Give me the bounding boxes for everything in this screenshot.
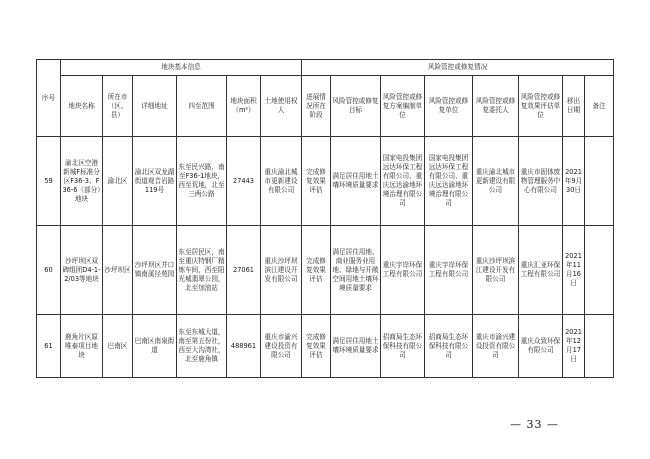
cell-boundaries: 东至民兴路，南至F36-1地块，西至荒地，北至三两公路: [177, 137, 227, 226]
header-target: 风险管控或修复目标: [331, 76, 381, 137]
cell-boundaries: 东至居民区，南至重庆特钢厂精炼车间，西至阳光城翡翠公园，北至加油站: [177, 226, 227, 315]
header-evaluation-unit: 风险管控或修复效果评估单位: [519, 76, 563, 137]
cell-seq: 60: [37, 226, 61, 315]
cell-land-owner: 重庆市渝兴建设投资有限公司: [261, 315, 302, 378]
cell-plan-unit: 招商局生态环保科技有限公司: [381, 315, 425, 378]
header-site-name: 地块名称: [61, 76, 103, 137]
cell-land-owner: 重庆渝北城市更新建设有限公司: [261, 137, 302, 226]
cell-district: 巴南区: [103, 315, 133, 378]
cell-plan-unit: 重庆宇岸环保工程有限公司: [381, 226, 425, 315]
cell-remarks: [585, 315, 614, 378]
header-seq: 序号: [37, 60, 61, 137]
cell-remediation-unit: 招商局生态环保科技有限公司: [425, 315, 473, 378]
cell-district: 沙坪坝区: [103, 226, 133, 315]
cell-district: 渝北区: [103, 137, 133, 226]
cell-removal-date: 2021年12月17日: [563, 315, 585, 378]
cell-seq: 61: [37, 315, 61, 378]
cell-progress-stage: 完成修复效果评估: [302, 226, 331, 315]
cell-area: 27061: [227, 226, 261, 315]
header-group-risk: 风险管控或修复情况: [302, 60, 614, 76]
header-remarks: 备注: [585, 76, 614, 137]
cell-remediation-unit: 国家电投集团远达环保工程有限公司、重庆远达渝地环境治理有限公司: [425, 137, 473, 226]
cell-site-name: 沙坪坝区双碑组团D4-1-2/03等地块: [61, 226, 103, 315]
cell-target: 满足居住用地土壤环境质量要求: [331, 137, 381, 226]
cell-progress-stage: 完成修复效果评估: [302, 137, 331, 226]
cell-evaluation-unit: 重庆汇亚环保工程有限公司: [519, 226, 563, 315]
cell-target: 满足居住用地土壤环境质量要求: [331, 315, 381, 378]
header-address: 详细地址: [133, 76, 177, 137]
cell-seq: 59: [37, 137, 61, 226]
cell-removal-date: 2021年9月30日: [563, 137, 585, 226]
cell-site-name: 渝北区空港新城F标准分区F36-3、F36-6（部分）地块: [61, 137, 103, 226]
header-group-basic: 地块基本信息: [61, 60, 302, 76]
header-remediation-unit: 风险管控或修复单位: [425, 76, 473, 137]
header-land-owner: 土地使用权人: [261, 76, 302, 137]
cell-plan-unit: 国家电投集团远达环保工程有限公司、重庆远达渝地环境治理有限公司: [381, 137, 425, 226]
site-table: [36, 59, 614, 378]
table-row: [37, 315, 614, 378]
cell-target: 满足居住用地、商业服务业用地、绿地与开敞空间用地土壤环境质量要求: [331, 226, 381, 315]
header-plan-unit: 风险管控或修复方案编制单位: [381, 76, 425, 137]
cell-client: 重庆沙坪坝滨江建设开发有限公司: [473, 226, 519, 315]
header-district: 所在市（区、县）: [103, 76, 133, 137]
table-row: [37, 137, 614, 226]
cell-area: 27443: [227, 137, 261, 226]
header-area: 地块面积（m²）: [227, 76, 261, 137]
cell-progress-stage: 完成修复效果评估: [302, 315, 331, 378]
cell-remediation-unit: 重庆宇岸环保工程有限公司: [425, 226, 473, 315]
cell-land-owner: 重庆沙坪坝滨江建设开发有限公司: [261, 226, 302, 315]
cell-client: 重庆市渝兴建设投资有限公司: [473, 315, 519, 378]
cell-address: 巴南区南泉街道: [133, 315, 177, 378]
header-boundaries: 四至范围: [177, 76, 227, 137]
cell-remarks: [585, 226, 614, 315]
page-number: — 33 —: [510, 418, 559, 431]
header-removal-date: 移出日期: [563, 76, 585, 137]
cell-client: 重庆渝北城市更新建设有限公司: [473, 137, 519, 226]
cell-address: 渝北区双龙湖街道观音岩路119号: [133, 137, 177, 226]
cell-address: 沙坪坝区井口镇南溪径苑园: [133, 226, 177, 315]
cell-remarks: [585, 137, 614, 226]
header-client: 风险管控或修复委托人: [473, 76, 519, 137]
cell-site-name: 鹿角片区原唯泰项目地块: [61, 315, 103, 378]
cell-area: 488961: [227, 315, 261, 378]
cell-removal-date: 2021年11月16日: [563, 226, 585, 315]
cell-evaluation-unit: 重庆众致环保有限公司: [519, 315, 563, 378]
table-row: [37, 226, 614, 315]
cell-evaluation-unit: 重庆市固体废物管理服务中心有限公司: [519, 137, 563, 226]
header-progress-stage: 进展情况所在阶段: [302, 76, 331, 137]
cell-boundaries: 东至东城大道，南至第五份社，西至大沟湾社，北至鹿角镇: [177, 315, 227, 378]
